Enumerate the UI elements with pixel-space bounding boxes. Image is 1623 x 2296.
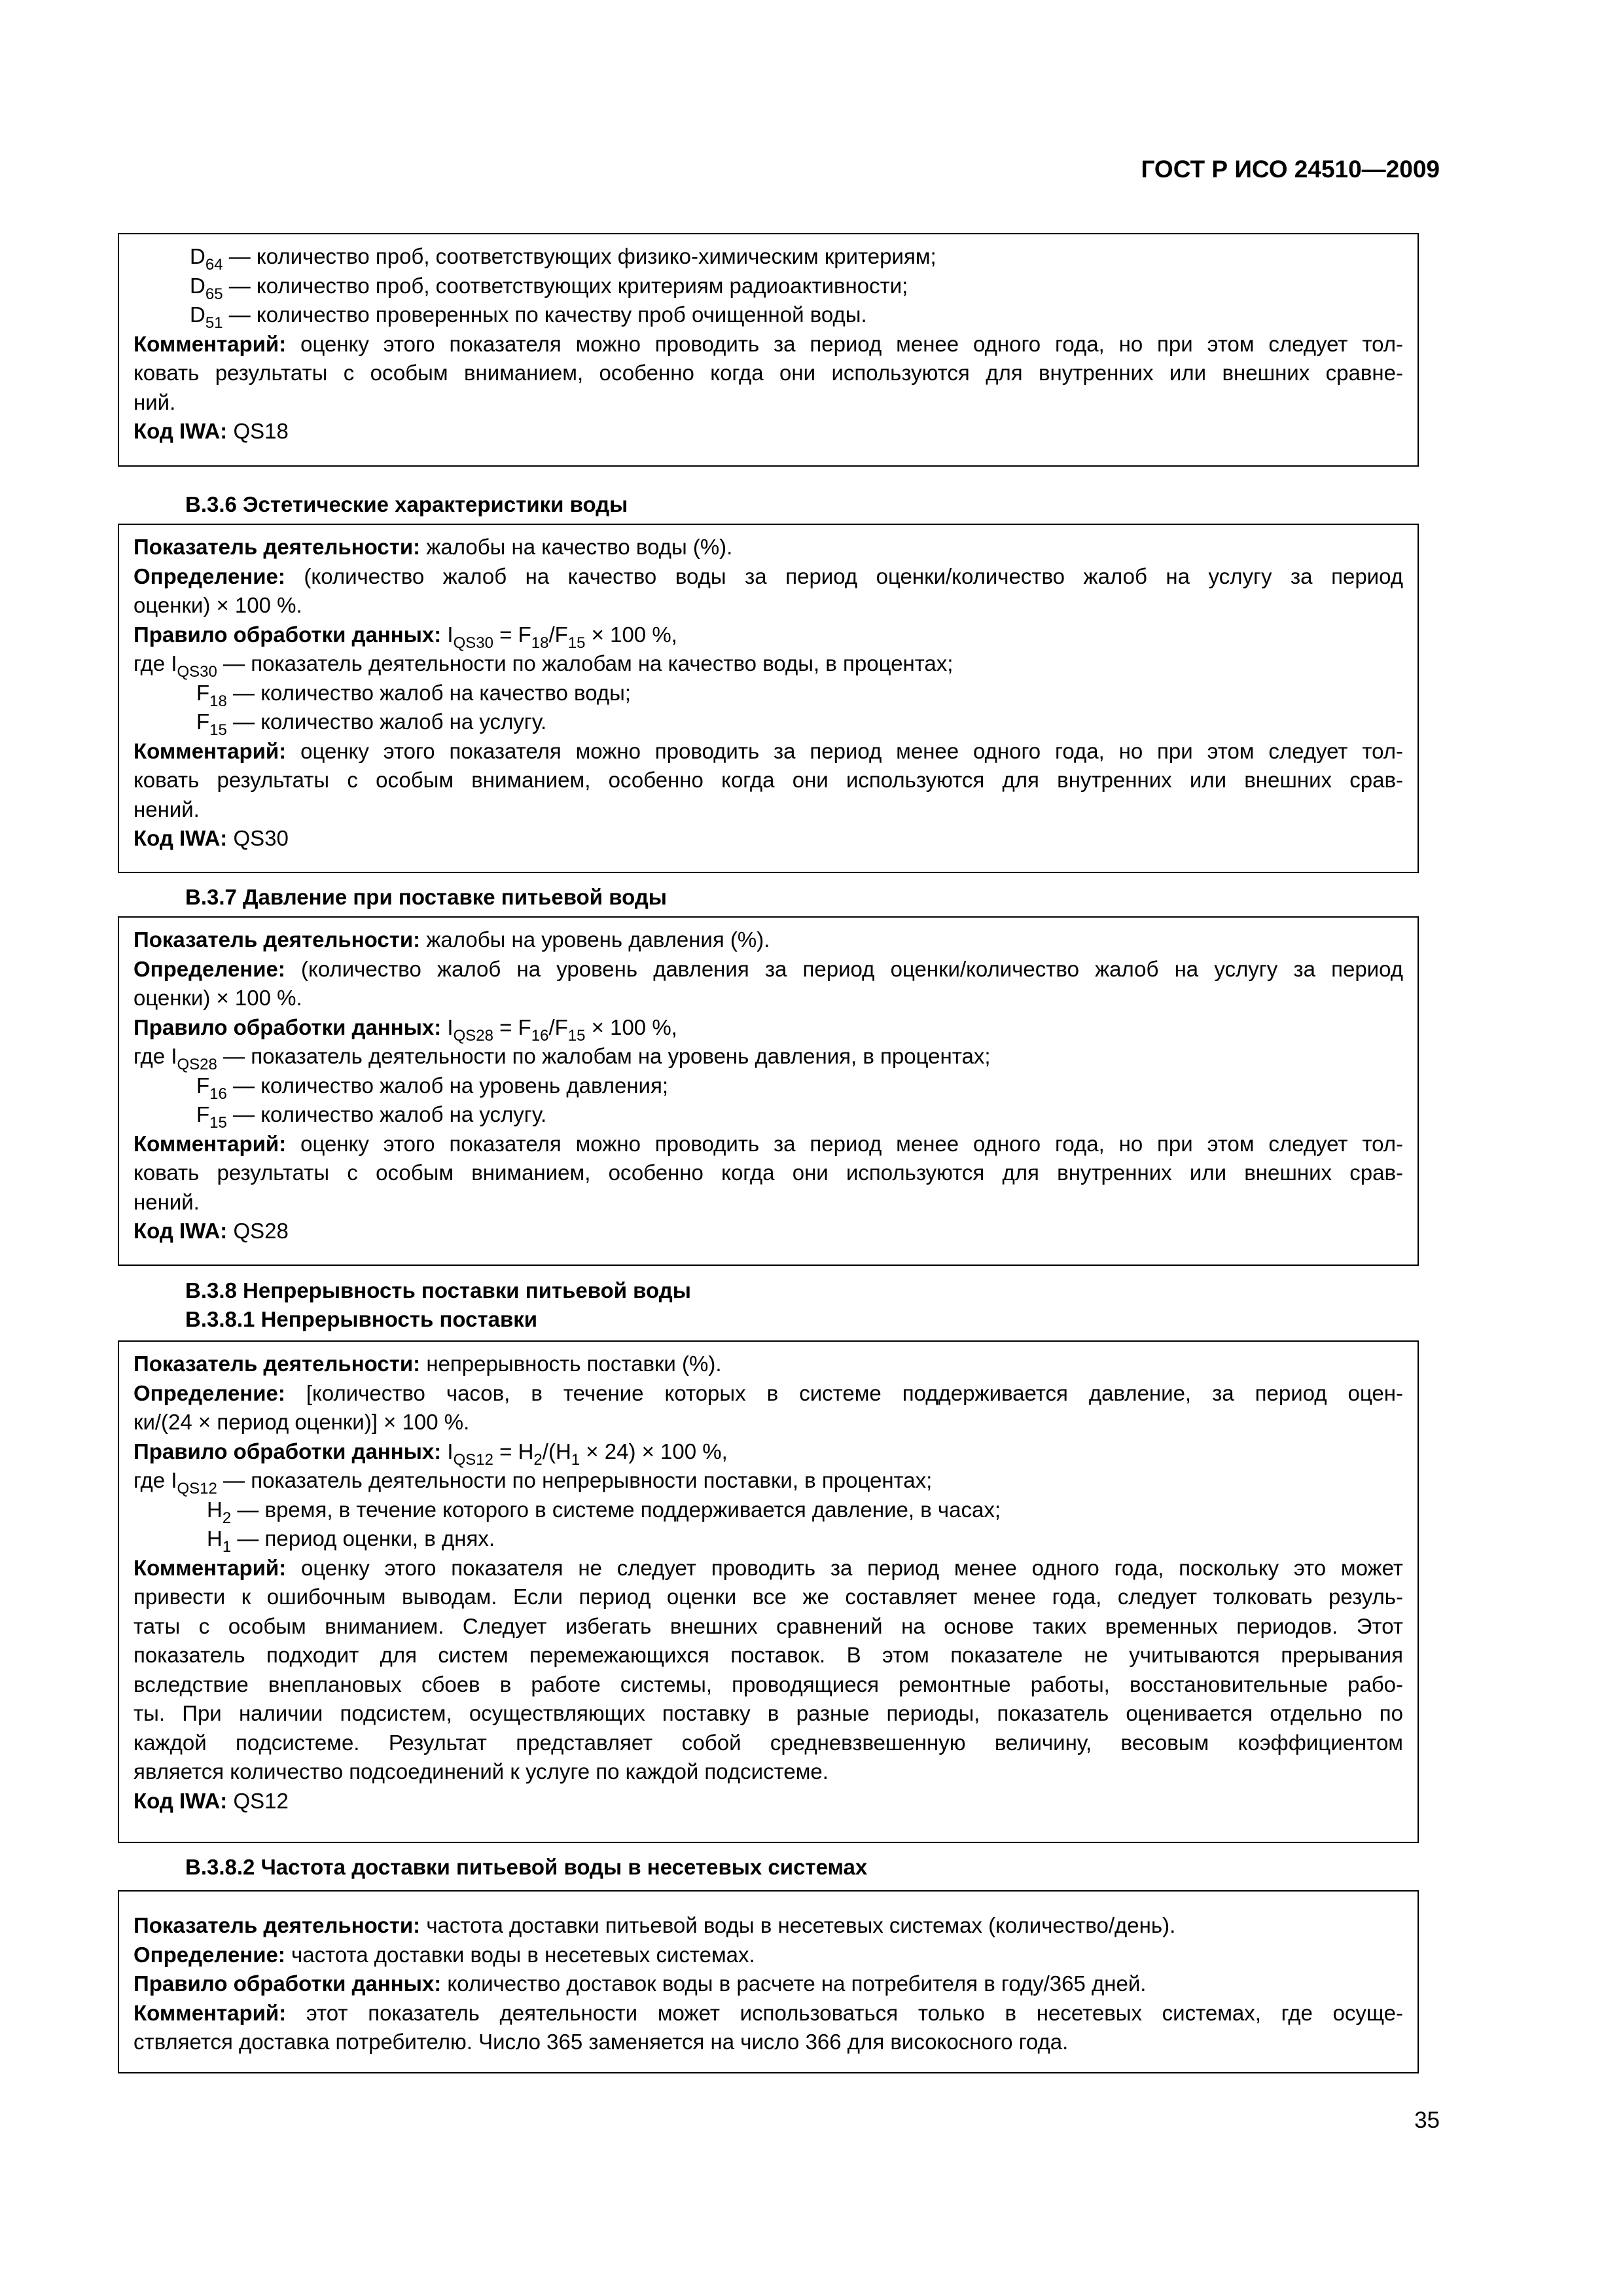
- comment-line: нений.: [134, 797, 200, 821]
- indicator-line: Показатель деятельности: жалобы на качество воды (%).: [134, 535, 733, 559]
- comment-line: является количество подсоединений к услуге по каждой подсистеме.: [134, 1759, 829, 1784]
- page-number: 35: [1414, 2108, 1440, 2133]
- comment-line: Комментарий: оценку этого показателя можно проводить за период менее одного года, но при этом следует тол-: [134, 331, 1403, 356]
- variable-f15: $F_{15}$ — количество жалоб на услугу.: [196, 709, 547, 739]
- rule-formula: Правило обработки данных: $I_{QS30} = F_{18}/F_{15} \times 100$ %,: [134, 622, 677, 652]
- iwa-code: Код IWA: QS18: [134, 419, 289, 443]
- comment-line: Комментарий: оценку этого показателя можно проводить за период менее одного года, но при этом следует тол-: [134, 1131, 1403, 1156]
- comment-line: Комментарий: этот показатель деятельности может использоваться только в несетевых системах, где осуще-: [134, 2000, 1403, 2025]
- indicator-line: Показатель деятельности: частота доставки питьевой воды в несетевых системах (количество/день).: [134, 1913, 1176, 1937]
- box-qs12: [118, 1340, 1419, 1843]
- comment-line: привести к ошибочным выводам. Если период оценки все же составляет менее года, следует толковать резуль-: [134, 1585, 1403, 1609]
- section-heading-b38: B.3.8 Непрерывность поставки питьевой воды: [185, 1278, 691, 1302]
- iwa-code: Код IWA: QS30: [134, 826, 289, 850]
- comment-line: ковать результаты с особым вниманием, особенно когда они используются для внутренних или внешних срав-: [134, 768, 1403, 792]
- comment-line: ствляется доставка потребителю. Число 365 заменяется на число 366 для високосного года.: [134, 2030, 1069, 2054]
- comment-line: показатель подходит для систем перемежающихся поставок. В этом показателе не учитываются прерывания: [134, 1643, 1403, 1667]
- variable-f15: $F_{15}$ — количество жалоб на услугу.: [196, 1102, 547, 1132]
- definition-line: Определение: (количество жалоб на уровень давления за период оценки/количество жалоб на услугу за период: [134, 956, 1403, 981]
- comment-line: ты. При наличии подсистем, осуществляющих поставку в разные периоды, показатель оценивается отдельно по: [134, 1701, 1403, 1725]
- section-heading-b381: B.3.8.1 Непрерывность поставки: [185, 1307, 538, 1331]
- comment-line: Комментарий: оценку этого показателя не следует проводить за период менее одного года, поскольку это может: [134, 1555, 1403, 1580]
- definition-line: ки/(24 × период оценки)] × 100 %.: [134, 1410, 470, 1434]
- comment-line: Комментарий: оценку этого показателя можно проводить за период менее одного года, но при этом следует тол-: [134, 738, 1403, 763]
- rule-formula: Правило обработки данных: $I_{QS12} = H_2/(H_1 \times 24) \times 100$ %,: [134, 1439, 728, 1469]
- variable-d64: $D_{64}$ — количество проб, соответствующих физико-химическим критериям;: [190, 244, 936, 274]
- variable-d51: $D_{51}$ — количество проверенных по качеству проб очищенной воды.: [190, 302, 867, 332]
- where-line: где $I_{QS28}$ — показатель деятельности по жалобам на уровень давления, в процентах;: [134, 1044, 991, 1073]
- comment-line: вследствие внеплановых сбоев в работе системы, проводящиеся ремонтные работы, восстановительные рабо-: [134, 1672, 1403, 1696]
- where-line: где $I_{QS12}$ — показатель деятельности по непрерывности поставки, в процентах;: [134, 1468, 933, 1498]
- variable-f16: $F_{16}$ — количество жалоб на уровень давления;: [196, 1073, 669, 1103]
- indicator-line: Показатель деятельности: жалобы на уровень давления (%).: [134, 927, 770, 952]
- definition-line: Определение: [количество часов, в течение которых в системе поддерживается давление, за период оцен-: [134, 1380, 1403, 1405]
- variable-h2: $H_2$ — время, в течение которого в системе поддерживается давление, в часах;: [207, 1497, 1001, 1527]
- box-qs30: [118, 524, 1419, 873]
- box-qs28: [118, 916, 1419, 1266]
- document-code-header: ГОСТ Р ИСО 24510—2009: [1141, 156, 1440, 183]
- indicator-line: Показатель деятельности: непрерывность поставки (%).: [134, 1352, 722, 1376]
- definition-line: оценки) × 100 %.: [134, 593, 302, 617]
- iwa-code: Код IWA: QS12: [134, 1788, 289, 1813]
- box-qs18-tail: [118, 233, 1419, 467]
- rule-line: Правило обработки данных: количество доставок воды в расчете на потребителя в году/365 дней.: [134, 1971, 1147, 1996]
- definition-line: Определение: (количество жалоб на качество воды за период оценки/количество жалоб на услугу за период: [134, 564, 1403, 588]
- rule-formula: Правило обработки данных: $I_{QS28} = F_{16}/F_{15} \times 100$ %,: [134, 1014, 677, 1045]
- variable-f18: $F_{18}$ — количество жалоб на качество воды;: [196, 680, 631, 710]
- comment-line: ковать результаты с особым вниманием, особенно когда они используются для внутренних или внешних сравне-: [134, 361, 1403, 385]
- box-nonnetwork-delivery: [118, 1890, 1419, 2073]
- comment-line: таты с особым вниманием. Следует избегать внешних сравнений на основе таких временных периодов. Этот: [134, 1613, 1403, 1638]
- definition-line: Определение: частота доставки воды в несетевых системах.: [134, 1942, 755, 1967]
- definition-line: оценки) × 100 %.: [134, 986, 302, 1010]
- section-heading-b37: B.3.7 Давление при поставке питьевой воды: [185, 885, 667, 909]
- variable-d65: $D_{65}$ — количество проб, соответствующих критериям радиоактивности;: [190, 273, 908, 303]
- comment-line: нений.: [134, 1189, 200, 1214]
- iwa-code: Код IWA: QS28: [134, 1219, 289, 1243]
- where-line: где $I_{QS30}$ — показатель деятельности по жалобам на качество воды, в процентах;: [134, 651, 954, 681]
- variable-h1: $H_1$ — период оценки, в днях.: [207, 1526, 495, 1556]
- section-heading-b382: B.3.8.2 Частота доставки питьевой воды в несетевых системах: [185, 1855, 868, 1879]
- section-heading-b36: B.3.6 Эстетические характеристики воды: [185, 492, 628, 516]
- comment-line: ний.: [134, 389, 176, 414]
- comment-line: каждой подсистеме. Результат представляет собой средневзвешенную величину, весовым коэффициентом: [134, 1730, 1403, 1755]
- comment-line: ковать результаты с особым вниманием, особенно когда они используются для внутренних или внешних срав-: [134, 1160, 1403, 1185]
